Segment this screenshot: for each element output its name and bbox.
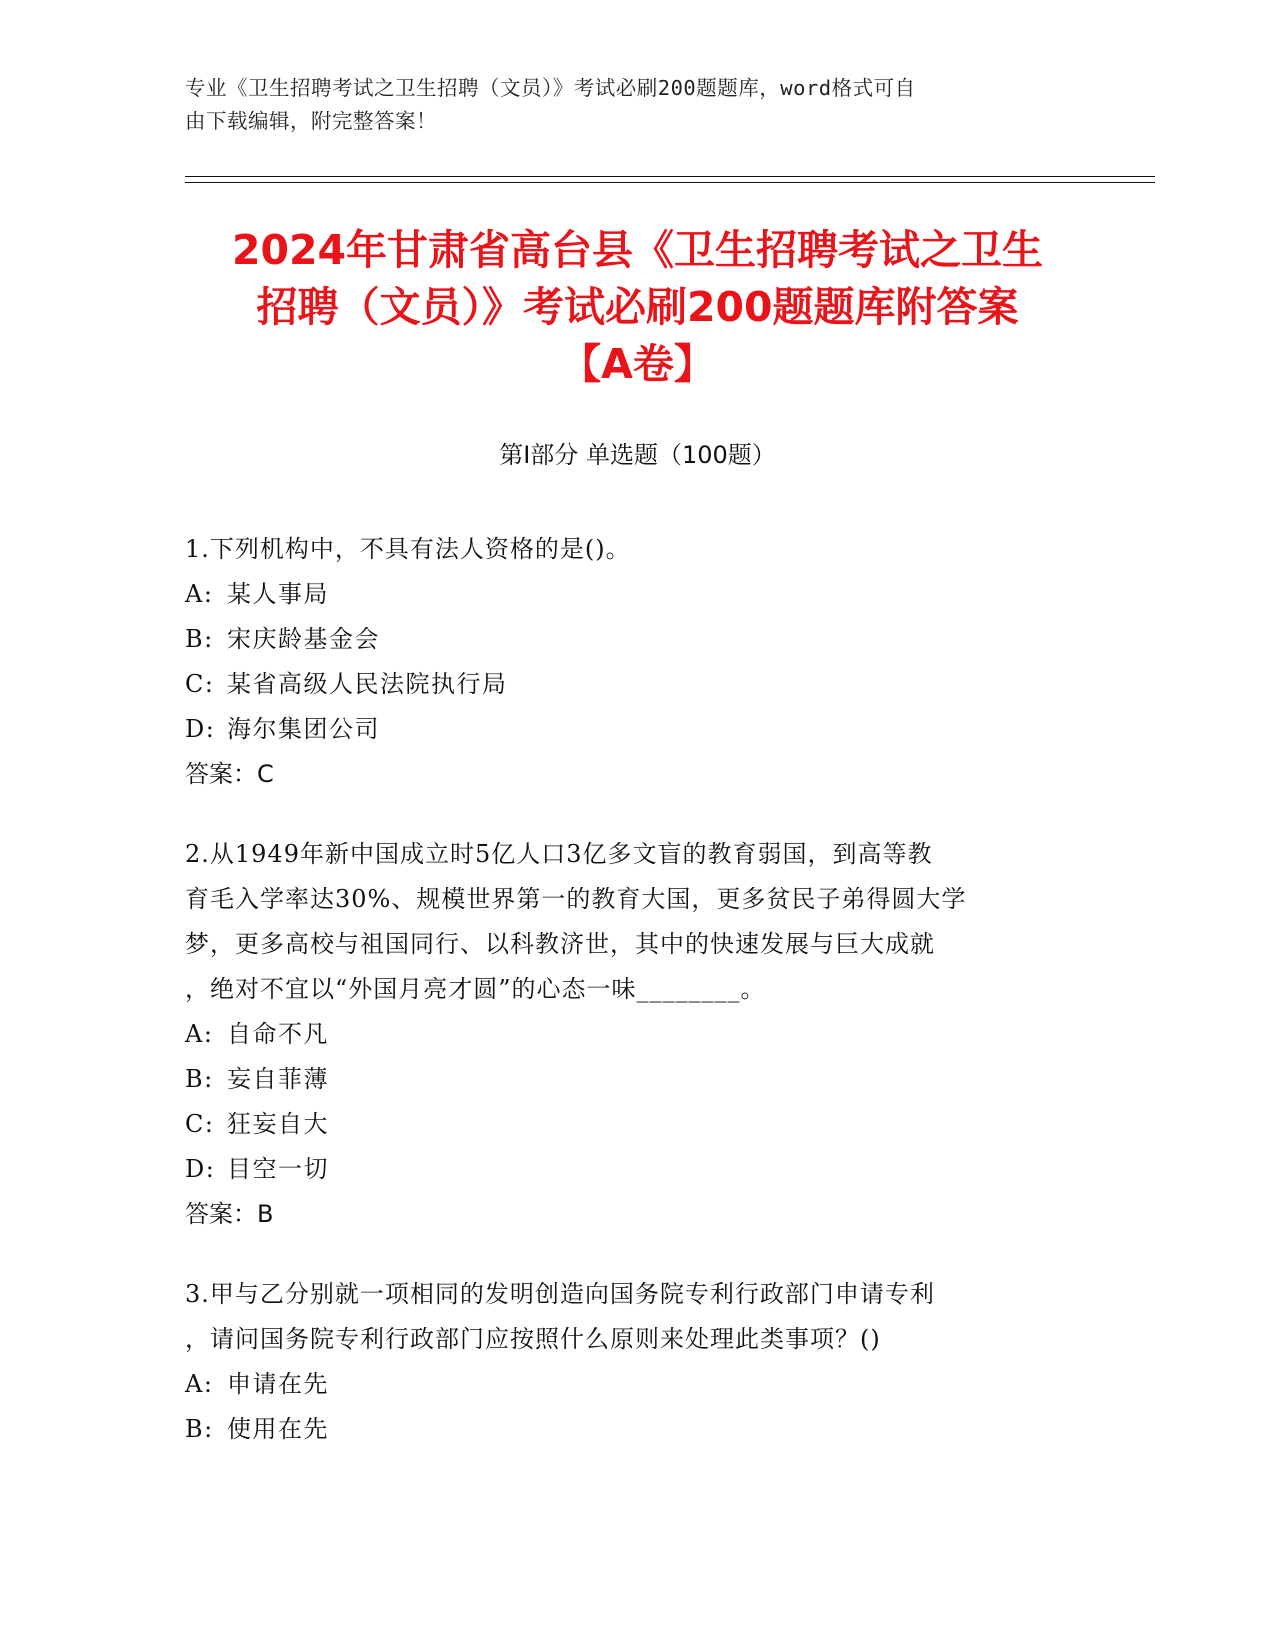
question-1-answer: 答案：C [185,760,274,788]
question-2-option-b [185,1057,1085,1102]
question-3 [185,1272,1085,1452]
question-3-option-a [185,1362,1085,1407]
option-text: 妄自菲薄 [227,1065,329,1093]
option-letter: A: [185,580,214,608]
question-2-stem-line-1: 2.从1949年新中国成立时5亿人口3亿多文盲的教育弱国，到高等教 [185,840,933,868]
question-2-stem-line-4: ，绝对不宜以“外国月亮才圆”的心态一味________。 [185,975,766,1003]
question-3-option-b [185,1407,1085,1452]
title-line-2: 招聘（文员）》考试必刷200题题库附答案 [256,283,1019,331]
option-letter: A: [185,1020,214,1048]
title-line-3: 【A卷】 [560,340,715,388]
question-1 [185,527,1085,797]
option-letter: B: [185,1415,214,1443]
question-list [185,527,1085,1487]
question-1-option-c [185,662,1085,707]
header-divider-bottom [185,182,1155,183]
document-title [150,222,1125,393]
question-1-option-b [185,617,1085,662]
header-divider-top [185,176,1155,177]
question-3-stem-line-1: 3.甲与乙分别就一项相同的发明创造向国务院专利行政部门申请专利 [185,1280,935,1308]
option-letter: A: [185,1370,214,1398]
question-2-option-d [185,1147,1085,1192]
question-2-stem-line-2: 育毛入学率达30%、规模世界第一的教育大国，更多贫民子弟得圆大学 [185,885,967,913]
option-text: 使用在先 [227,1415,329,1443]
question-2-stem-line-3: 梦，更多高校与祖国同行、以科教济世，其中的快速发展与巨大成就 [185,930,935,958]
option-letter: D: [185,715,216,743]
question-2-option-a [185,1012,1085,1057]
question-2-answer: 答案：B [185,1200,274,1228]
option-letter: B: [185,1065,214,1093]
header-note-line-1: 专业《卫生招聘考试之卫生招聘（文员）》考试必刷200题题库，word格式可自 [185,76,916,100]
option-text: 狂妄自大 [227,1110,329,1138]
option-text: 海尔集团公司 [227,715,380,743]
option-letter: D: [185,1155,216,1183]
option-letter: C: [185,670,215,698]
option-letter: B: [185,625,214,653]
header-note [185,72,1065,138]
question-1-option-a [185,572,1085,617]
option-text: 某省高级人民法院执行局 [227,670,508,698]
question-1-stem: 1.下列机构中，不具有法人资格的是()。 [185,535,631,563]
section-heading: 第Ⅰ部分 单选题（100题） [499,441,776,469]
title-line-1: 2024年甘肃省高台县《卫生招聘考试之卫生 [231,226,1044,274]
question-1-option-d [185,707,1085,752]
option-text: 宋庆龄基金会 [227,625,380,653]
option-text: 某人事局 [227,580,329,608]
header-note-line-2: 由下载编辑，附完整答案！ [185,109,437,133]
option-letter: C: [185,1110,215,1138]
question-2 [185,832,1085,1237]
option-text: 目空一切 [227,1155,329,1183]
option-text: 申请在先 [227,1370,329,1398]
question-2-option-c [185,1102,1085,1147]
question-3-stem-line-2: ，请问国务院专利行政部门应按照什么原则来处理此类事项？() [185,1325,881,1353]
option-text: 自命不凡 [227,1020,329,1048]
